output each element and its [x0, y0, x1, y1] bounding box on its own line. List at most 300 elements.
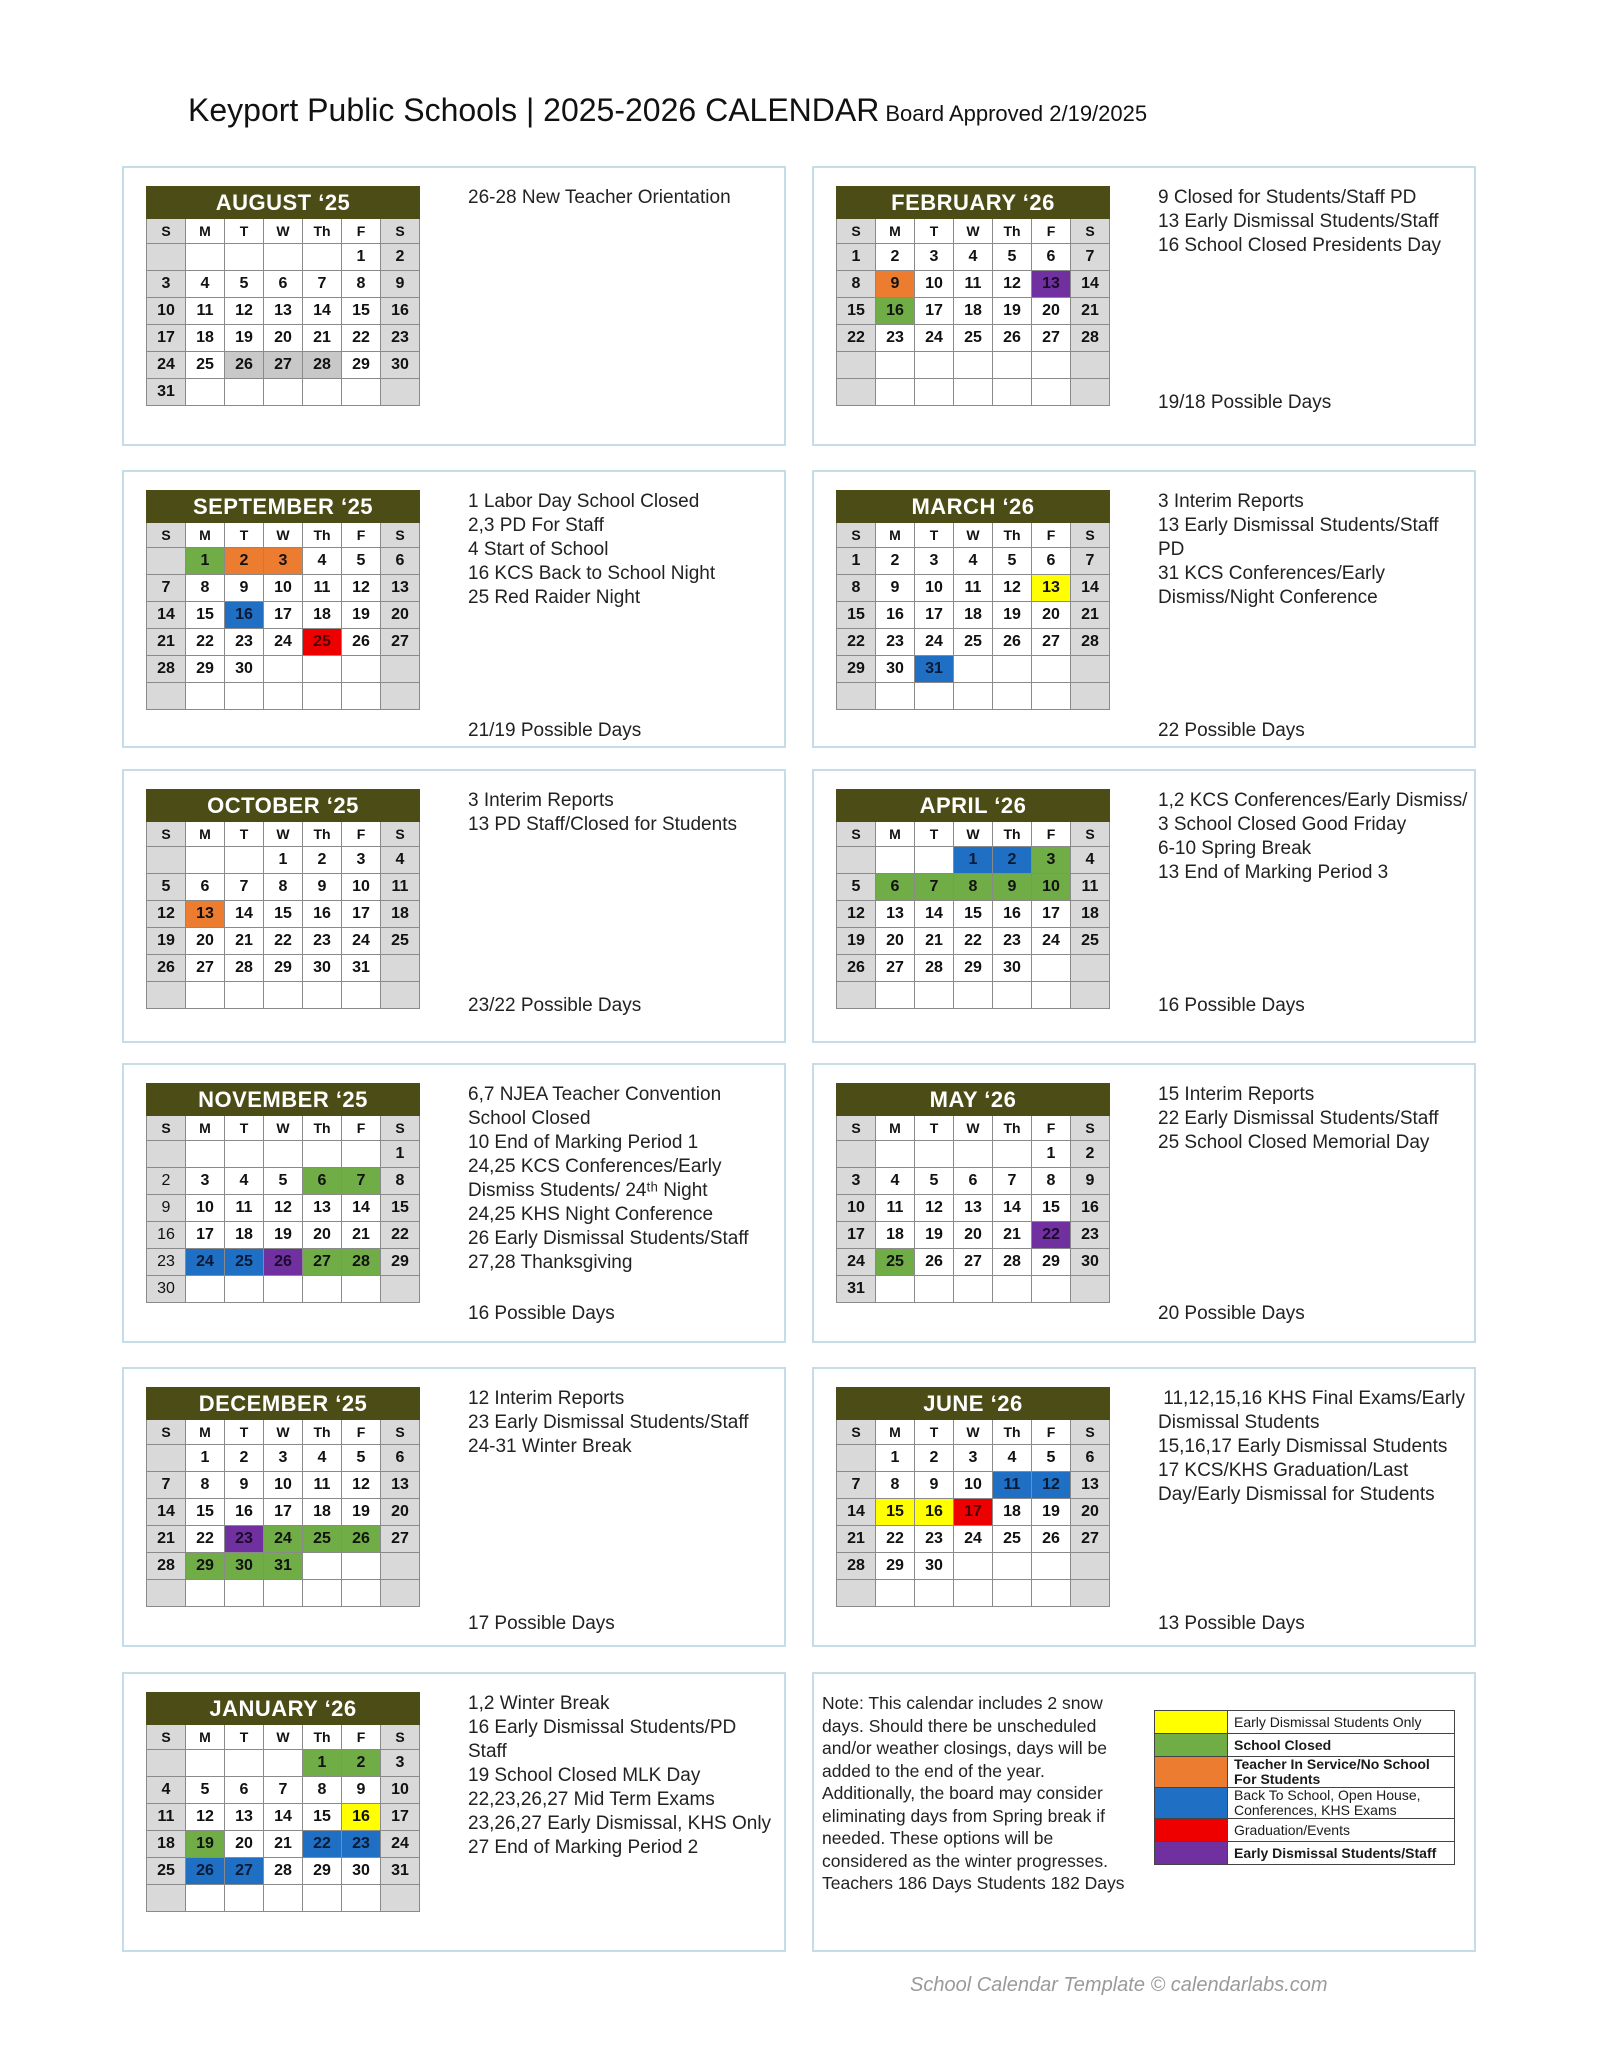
month-calendar — [836, 490, 1110, 710]
month-notes — [1158, 1387, 1471, 1507]
possible-days: 16 Possible Days — [468, 1303, 615, 1324]
day-cell: 20 — [1071, 1499, 1110, 1526]
empty-day-cell — [342, 1276, 381, 1303]
day-cell: 21 — [264, 1831, 303, 1858]
day-cell: 8 — [876, 1472, 915, 1499]
day-cell: 2 — [993, 847, 1032, 874]
day-cell: 11 — [993, 1472, 1032, 1499]
day-cell: 3 — [186, 1168, 225, 1195]
day-cell: 24 — [954, 1526, 993, 1553]
day-cell: 24 — [1032, 928, 1071, 955]
month-notes — [1158, 186, 1468, 258]
day-cell: 16 — [876, 602, 915, 629]
legend-swatch — [1155, 1734, 1228, 1757]
day-cell: 12 — [993, 271, 1032, 298]
day-cell: 12 — [915, 1195, 954, 1222]
day-cell: 5 — [225, 271, 264, 298]
weekday-label: S — [837, 219, 876, 244]
day-cell: 21 — [1071, 298, 1110, 325]
day-cell: 4 — [186, 271, 225, 298]
week-row — [147, 244, 420, 271]
day-cell: 17 — [264, 1499, 303, 1526]
day-cell: 4 — [876, 1168, 915, 1195]
note-line: 13 Early Dismissal Students/Staff — [1158, 211, 1439, 232]
month-notes — [1158, 789, 1468, 885]
legend-swatch — [1155, 1711, 1228, 1734]
day-cell: 23 — [915, 1526, 954, 1553]
day-cell: 25 — [381, 928, 420, 955]
day-cell: 3 — [954, 1445, 993, 1472]
day-cell: 5 — [342, 548, 381, 575]
week-row — [837, 1472, 1110, 1499]
weekday-label: S — [147, 523, 186, 548]
weekday-label: S — [381, 523, 420, 548]
day-cell: 6 — [1032, 244, 1071, 271]
day-cell: 13 — [1032, 271, 1071, 298]
day-cell: 9 — [915, 1472, 954, 1499]
empty-day-cell — [225, 1141, 264, 1168]
weekday-label: T — [225, 822, 264, 847]
empty-day-cell — [954, 379, 993, 406]
day-cell: 12 — [837, 901, 876, 928]
possible-days: 19/18 Possible Days — [1158, 392, 1332, 413]
note-line: 16 Early Dismissal Students/PD Staff — [468, 1717, 742, 1762]
day-cell: 4 — [954, 548, 993, 575]
day-cell: 16 — [915, 1499, 954, 1526]
day-cell: 4 — [381, 847, 420, 874]
day-cell: 7 — [1071, 548, 1110, 575]
day-cell: 9 — [342, 1777, 381, 1804]
day-cell: 20 — [876, 928, 915, 955]
empty-day-cell — [264, 1750, 303, 1777]
day-cell: 6 — [303, 1168, 342, 1195]
month-calendar — [836, 1083, 1110, 1303]
legend-row — [1155, 1734, 1455, 1757]
note-line: 10 End of Marking Period 1 — [468, 1132, 699, 1153]
day-cell: 7 — [837, 1472, 876, 1499]
weekday-row — [147, 1420, 420, 1445]
empty-day-cell — [876, 352, 915, 379]
day-cell: 30 — [147, 1276, 186, 1303]
day-cell: 19 — [837, 928, 876, 955]
week-row — [147, 683, 420, 710]
day-cell: 10 — [954, 1472, 993, 1499]
month-panel — [122, 470, 786, 748]
page-title — [188, 92, 1147, 129]
weekday-label: W — [954, 219, 993, 244]
day-cell: 30 — [225, 1553, 264, 1580]
day-cell: 1 — [954, 847, 993, 874]
empty-day-cell — [993, 982, 1032, 1009]
empty-day-cell — [837, 1141, 876, 1168]
weekday-label: M — [876, 1116, 915, 1141]
calendar-note: Note: This calendar includes 2 snow days. Should there be unscheduled and/or weather closings, days will be added to the end of the year. Additionally, the board may consider eliminating days from Spring break if needed. These options will be considered as the winter progresses. Teachers 186 Days Students 182 Days — [822, 1693, 1125, 1893]
week-row — [837, 928, 1110, 955]
week-row — [147, 928, 420, 955]
empty-day-cell — [225, 683, 264, 710]
day-cell: 24 — [147, 352, 186, 379]
weekday-label: S — [1071, 1420, 1110, 1445]
day-cell: 12 — [342, 1472, 381, 1499]
day-cell: 3 — [837, 1168, 876, 1195]
day-cell: 6 — [381, 1445, 420, 1472]
day-cell: 17 — [264, 602, 303, 629]
weekday-label: S — [381, 1420, 420, 1445]
day-cell: 24 — [381, 1831, 420, 1858]
weekday-row — [837, 523, 1110, 548]
note-line: 31 KCS Conferences/Early Dismiss/Night Conference — [1158, 563, 1391, 608]
month-notes — [468, 789, 778, 837]
month-header: DECEMBER ‘25 — [147, 1388, 420, 1420]
day-cell: 23 — [1071, 1222, 1110, 1249]
possible-days: 13 Possible Days — [1158, 1613, 1305, 1634]
week-row — [147, 1885, 420, 1912]
weekday-label: W — [264, 523, 303, 548]
note-line: 16 KCS Back to School Night — [468, 563, 716, 584]
empty-day-cell — [876, 847, 915, 874]
note-line: 13 End of Marking Period 3 — [1158, 862, 1389, 883]
weekday-label: W — [954, 822, 993, 847]
day-cell: 22 — [837, 325, 876, 352]
day-cell: 1 — [186, 1445, 225, 1472]
day-cell: 27 — [1032, 629, 1071, 656]
note-line: 9 Closed for Students/Staff PD — [1158, 187, 1417, 208]
empty-day-cell — [915, 1276, 954, 1303]
note-line: 13 PD Staff/Closed for Students — [468, 814, 737, 835]
day-cell: 6 — [264, 271, 303, 298]
day-cell: 19 — [993, 602, 1032, 629]
weekday-label: S — [837, 822, 876, 847]
empty-day-cell — [1032, 379, 1071, 406]
week-row — [837, 352, 1110, 379]
weekday-label: M — [186, 1420, 225, 1445]
empty-day-cell — [381, 379, 420, 406]
day-cell: 27 — [303, 1249, 342, 1276]
empty-day-cell — [186, 1276, 225, 1303]
empty-day-cell — [186, 847, 225, 874]
weekday-label: S — [381, 219, 420, 244]
day-cell: 15 — [342, 298, 381, 325]
empty-day-cell — [342, 1885, 381, 1912]
weekday-label: S — [381, 1725, 420, 1750]
month-header: MARCH ‘26 — [837, 491, 1110, 523]
day-cell: 25 — [954, 325, 993, 352]
empty-day-cell — [837, 1580, 876, 1607]
empty-day-cell — [993, 683, 1032, 710]
empty-day-cell — [876, 1580, 915, 1607]
empty-day-cell — [876, 982, 915, 1009]
day-cell: 9 — [993, 874, 1032, 901]
empty-day-cell — [147, 683, 186, 710]
day-cell: 18 — [954, 602, 993, 629]
day-cell: 1 — [303, 1750, 342, 1777]
day-cell: 11 — [954, 271, 993, 298]
day-cell: 13 — [381, 575, 420, 602]
day-cell: 3 — [915, 244, 954, 271]
day-cell: 26 — [993, 325, 1032, 352]
day-cell: 11 — [186, 298, 225, 325]
day-cell: 2 — [303, 847, 342, 874]
day-cell: 7 — [993, 1168, 1032, 1195]
note-legend-panel — [812, 1672, 1476, 1952]
day-cell: 16 — [1071, 1195, 1110, 1222]
day-cell: 26 — [915, 1249, 954, 1276]
month-header: NOVEMBER ‘25 — [147, 1084, 420, 1116]
weekday-label: F — [342, 219, 381, 244]
empty-day-cell — [837, 982, 876, 1009]
day-cell: 14 — [993, 1195, 1032, 1222]
possible-days: 17 Possible Days — [468, 1613, 615, 1634]
day-cell: 27 — [381, 629, 420, 656]
weekday-label: S — [1071, 1116, 1110, 1141]
day-cell: 14 — [342, 1195, 381, 1222]
day-cell: 15 — [381, 1195, 420, 1222]
day-cell: 10 — [915, 271, 954, 298]
day-cell: 23 — [876, 629, 915, 656]
day-cell: 14 — [225, 901, 264, 928]
day-cell: 27 — [876, 955, 915, 982]
month-panel — [122, 1063, 786, 1343]
empty-day-cell — [993, 379, 1032, 406]
week-row — [147, 325, 420, 352]
day-cell: 13 — [264, 298, 303, 325]
day-cell: 24 — [264, 629, 303, 656]
day-cell: 15 — [837, 602, 876, 629]
day-cell: 29 — [1032, 1249, 1071, 1276]
week-row — [147, 656, 420, 683]
week-row — [147, 1777, 420, 1804]
weekday-label: S — [381, 822, 420, 847]
weekday-row — [147, 1725, 420, 1750]
day-cell: 3 — [381, 1750, 420, 1777]
empty-day-cell — [954, 656, 993, 683]
day-cell: 23 — [303, 928, 342, 955]
month-panel — [122, 1367, 786, 1647]
day-cell: 25 — [147, 1858, 186, 1885]
day-cell: 10 — [264, 1472, 303, 1499]
day-cell: 27 — [1071, 1526, 1110, 1553]
day-cell: 1 — [837, 244, 876, 271]
weekday-label: T — [225, 523, 264, 548]
weekday-label: W — [264, 822, 303, 847]
weekday-label: T — [225, 1725, 264, 1750]
day-cell: 6 — [186, 874, 225, 901]
day-cell: 14 — [1071, 575, 1110, 602]
legend-label: Teacher In Service/No School For Students — [1228, 1757, 1455, 1788]
day-cell: 21 — [225, 928, 264, 955]
day-cell: 22 — [186, 629, 225, 656]
day-cell: 27 — [225, 1858, 264, 1885]
day-cell: 18 — [303, 1499, 342, 1526]
week-row — [147, 1553, 420, 1580]
empty-day-cell — [1071, 1580, 1110, 1607]
empty-day-cell — [915, 379, 954, 406]
day-cell: 25 — [954, 629, 993, 656]
weekday-label: Th — [303, 523, 342, 548]
day-cell: 2 — [876, 548, 915, 575]
day-cell: 2 — [225, 1445, 264, 1472]
weekday-label: Th — [993, 523, 1032, 548]
weekday-row — [837, 1116, 1110, 1141]
week-row — [837, 629, 1110, 656]
day-cell: 6 — [1071, 1445, 1110, 1472]
empty-day-cell — [993, 1141, 1032, 1168]
month-header: FEBRUARY ‘26 — [837, 187, 1110, 219]
day-cell: 14 — [915, 901, 954, 928]
empty-day-cell — [381, 1885, 420, 1912]
legend-label: School Closed — [1228, 1734, 1455, 1757]
day-cell: 30 — [342, 1858, 381, 1885]
weekday-label: W — [264, 219, 303, 244]
weekday-label: M — [186, 822, 225, 847]
day-cell: 28 — [342, 1249, 381, 1276]
week-row — [147, 575, 420, 602]
week-row — [147, 352, 420, 379]
empty-day-cell — [303, 1885, 342, 1912]
month-panel — [812, 1063, 1476, 1343]
day-cell: 16 — [993, 901, 1032, 928]
month-header: JANUARY ‘26 — [147, 1693, 420, 1725]
day-cell: 23 — [381, 325, 420, 352]
day-cell: 5 — [264, 1168, 303, 1195]
empty-day-cell — [303, 1276, 342, 1303]
legend-row — [1155, 1819, 1455, 1842]
empty-day-cell — [264, 982, 303, 1009]
note-line: 17 KCS/KHS Graduation/Last Day/Early Dismissal for Students — [1158, 1460, 1435, 1505]
day-cell: 9 — [147, 1195, 186, 1222]
note-line: 1,2 Winter Break — [468, 1693, 610, 1714]
weekday-label: Th — [303, 1725, 342, 1750]
day-cell: 8 — [837, 575, 876, 602]
empty-day-cell — [993, 1580, 1032, 1607]
weekday-label: T — [915, 1116, 954, 1141]
week-row — [147, 1499, 420, 1526]
weekday-row — [147, 523, 420, 548]
day-cell: 5 — [993, 244, 1032, 271]
weekday-label: F — [1032, 822, 1071, 847]
day-cell: 14 — [1071, 271, 1110, 298]
empty-day-cell — [1032, 352, 1071, 379]
day-cell: 3 — [264, 548, 303, 575]
day-cell: 18 — [1071, 901, 1110, 928]
weekday-label: W — [954, 1420, 993, 1445]
week-row — [837, 656, 1110, 683]
day-cell: 9 — [225, 1472, 264, 1499]
footer-credit: School Calendar Template © calendarlabs.com — [910, 1974, 1328, 1996]
note-line: 13 Early Dismissal Students/Staff PD — [1158, 515, 1444, 560]
empty-day-cell — [915, 982, 954, 1009]
week-row — [837, 602, 1110, 629]
day-cell: 13 — [876, 901, 915, 928]
day-cell: 2 — [876, 244, 915, 271]
empty-day-cell — [342, 1553, 381, 1580]
week-row — [837, 325, 1110, 352]
day-cell: 9 — [225, 575, 264, 602]
day-cell: 31 — [915, 656, 954, 683]
possible-days: 22 Possible Days — [1158, 720, 1305, 741]
day-cell: 25 — [993, 1526, 1032, 1553]
day-cell: 5 — [342, 1445, 381, 1472]
empty-day-cell — [147, 1580, 186, 1607]
empty-day-cell — [876, 1276, 915, 1303]
empty-day-cell — [147, 1885, 186, 1912]
note-line: 24-31 Winter Break — [468, 1436, 632, 1457]
day-cell: 21 — [1071, 602, 1110, 629]
day-cell: 29 — [837, 656, 876, 683]
day-cell: 22 — [954, 928, 993, 955]
day-cell: 8 — [264, 874, 303, 901]
color-legend — [1154, 1710, 1455, 1865]
day-cell: 21 — [147, 1526, 186, 1553]
weekday-label: T — [225, 219, 264, 244]
week-row — [837, 1168, 1110, 1195]
empty-day-cell — [954, 982, 993, 1009]
empty-day-cell — [264, 1885, 303, 1912]
empty-day-cell — [1071, 1553, 1110, 1580]
calendar-title: Keyport Public Schools | 2025-2026 CALENDAR — [188, 92, 880, 128]
weekday-label: S — [147, 219, 186, 244]
day-cell: 12 — [147, 901, 186, 928]
week-row — [837, 901, 1110, 928]
day-cell: 13 — [954, 1195, 993, 1222]
day-cell: 2 — [915, 1445, 954, 1472]
day-cell: 3 — [264, 1445, 303, 1472]
day-cell: 23 — [876, 325, 915, 352]
week-row — [147, 548, 420, 575]
day-cell: 29 — [876, 1553, 915, 1580]
day-cell: 19 — [993, 298, 1032, 325]
weekday-label: W — [264, 1420, 303, 1445]
day-cell: 18 — [303, 602, 342, 629]
empty-day-cell — [954, 352, 993, 379]
day-cell: 2 — [225, 548, 264, 575]
week-row — [837, 847, 1110, 874]
empty-day-cell — [1032, 1580, 1071, 1607]
day-cell: 21 — [147, 629, 186, 656]
weekday-label: F — [1032, 1420, 1071, 1445]
day-cell: 29 — [264, 955, 303, 982]
day-cell: 1 — [381, 1141, 420, 1168]
day-cell: 13 — [225, 1804, 264, 1831]
day-cell: 13 — [1032, 575, 1071, 602]
day-cell: 11 — [1071, 874, 1110, 901]
empty-day-cell — [147, 1750, 186, 1777]
weekday-row — [147, 1116, 420, 1141]
empty-day-cell — [837, 352, 876, 379]
note-line: 24,25 KCS Conferences/Early Dismiss Students/ 24ᵗʰ Night — [468, 1156, 727, 1201]
month-panel — [812, 166, 1476, 446]
day-cell: 28 — [1071, 629, 1110, 656]
day-cell: 23 — [342, 1831, 381, 1858]
day-cell: 2 — [342, 1750, 381, 1777]
day-cell: 31 — [381, 1858, 420, 1885]
empty-day-cell — [837, 379, 876, 406]
empty-day-cell — [147, 1445, 186, 1472]
note-line: 23,26,27 Early Dismissal, KHS Only — [468, 1813, 772, 1834]
note-line: 3 Interim Reports — [468, 790, 614, 811]
week-row — [147, 379, 420, 406]
day-cell: 12 — [264, 1195, 303, 1222]
day-cell: 10 — [381, 1777, 420, 1804]
month-panel — [812, 470, 1476, 748]
weekday-label: M — [876, 1420, 915, 1445]
day-cell: 16 — [381, 298, 420, 325]
weekday-label: F — [1032, 1116, 1071, 1141]
week-row — [147, 1858, 420, 1885]
day-cell: 11 — [876, 1195, 915, 1222]
week-row — [147, 847, 420, 874]
empty-day-cell — [186, 379, 225, 406]
